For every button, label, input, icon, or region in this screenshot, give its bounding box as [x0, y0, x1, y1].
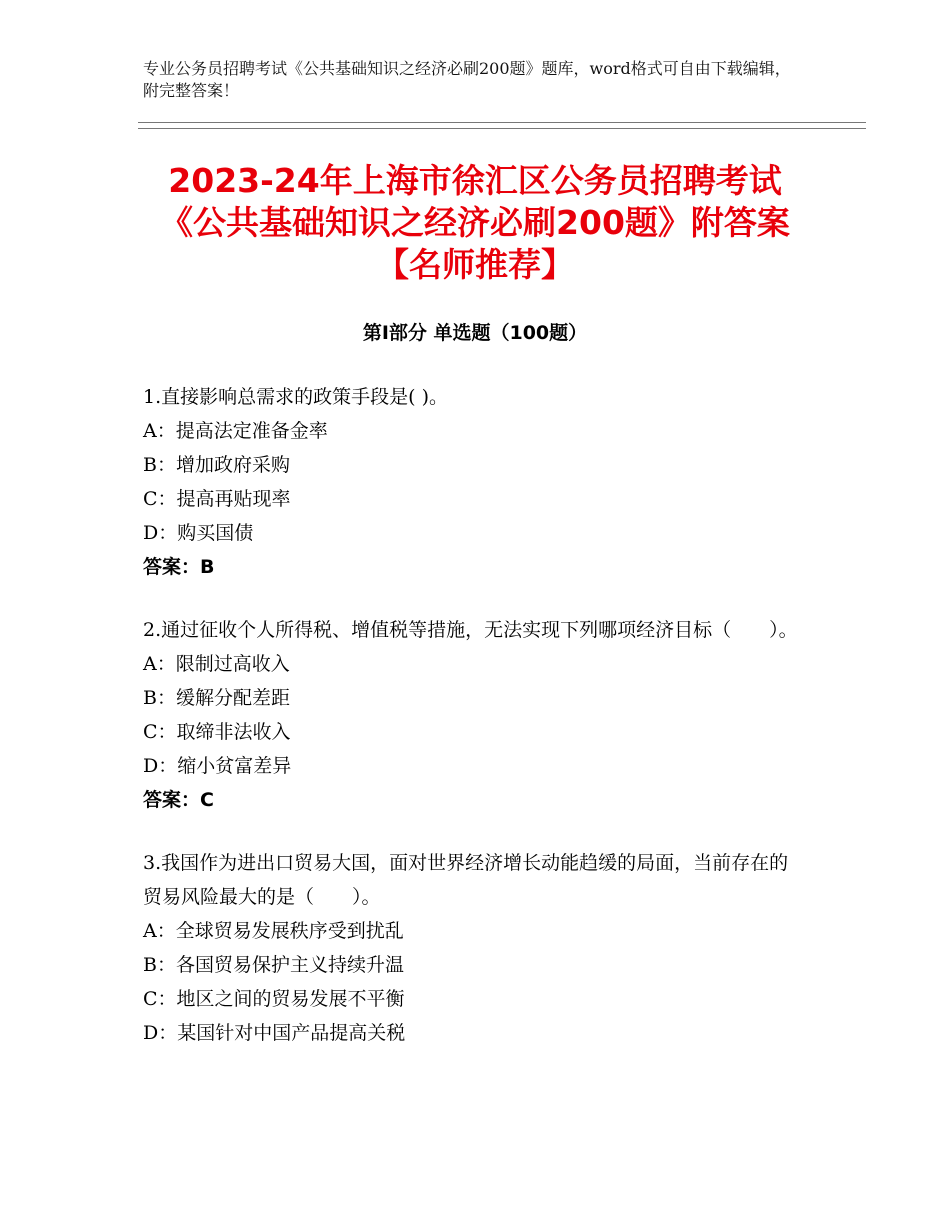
- option-c: C：提高再贴现率: [143, 488, 291, 510]
- answer-label: 答案：C: [143, 789, 214, 811]
- question-stem: 2.通过征收个人所得税、增值税等措施，无法实现下列哪项经济目标（ ）。: [143, 619, 798, 641]
- question-stem: 1.直接影响总需求的政策手段是( )。: [143, 386, 448, 408]
- question-1: [143, 380, 803, 584]
- option-a: A：全球贸易发展秩序受到扰乱: [143, 920, 404, 942]
- question-list: [143, 380, 803, 1079]
- header-divider: [138, 122, 866, 129]
- question-2: [143, 613, 803, 817]
- option-c: C：取缔非法收入: [143, 721, 291, 743]
- section-heading: 第Ⅰ部分 单选题（100题）: [362, 322, 588, 344]
- header-note: 专业公务员招聘考试《公共基础知识之经济必刷200题》题库，word格式可自由下载编辑，附完整答案！: [143, 59, 791, 100]
- option-a: A：提高法定准备金率: [143, 420, 328, 442]
- title-line-1: 2023-24年上海市徐汇区公务员招聘考试: [168, 161, 782, 200]
- option-b: B：缓解分配差距: [143, 687, 290, 709]
- answer-label: 答案：B: [143, 556, 215, 578]
- question-3: [143, 846, 803, 1050]
- document-title: [80, 160, 870, 286]
- option-d: D：某国针对中国产品提高关税: [143, 1022, 406, 1044]
- title-line-3: 【名师推荐】: [376, 245, 574, 284]
- option-b: B：增加政府采购: [143, 454, 290, 476]
- title-line-2: 《公共基础知识之经济必刷200题》附答案: [160, 203, 790, 242]
- option-d: D：购买国债: [143, 522, 254, 544]
- question-stem: 3.我国作为进出口贸易大国，面对世界经济增长动能趋缓的局面，当前存在的贸易风险最大的是（ ）。: [143, 852, 789, 908]
- option-d: D：缩小贫富差异: [143, 755, 292, 777]
- option-b: B：各国贸易保护主义持续升温: [143, 954, 404, 976]
- option-c: C：地区之间的贸易发展不平衡: [143, 988, 405, 1010]
- option-a: A：限制过高收入: [143, 653, 290, 675]
